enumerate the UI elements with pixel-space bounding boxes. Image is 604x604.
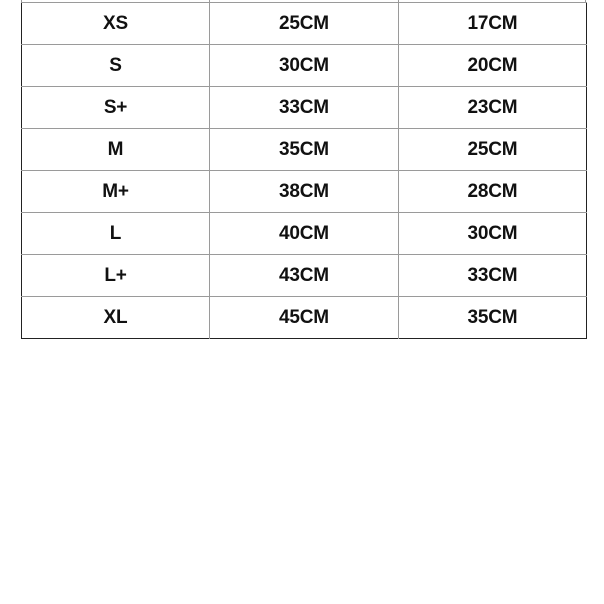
table-row (22, 129, 587, 171)
table-row (22, 45, 587, 87)
measurement-cell: 35CM (399, 297, 587, 339)
table-row (22, 255, 587, 297)
measurement-cell: 20CM (399, 45, 587, 87)
table-row (22, 213, 587, 255)
measurement-cell: 28CM (399, 171, 587, 213)
measurement-cell: 17CM (399, 3, 587, 45)
size-cell: M+ (22, 171, 210, 213)
measurement-cell: 30CM (210, 45, 399, 87)
table-row (22, 87, 587, 129)
measurement-cell: 35CM (210, 129, 399, 171)
measurement-cell: 43CM (210, 255, 399, 297)
measurement-cell: 33CM (399, 255, 587, 297)
size-cell: M (22, 129, 210, 171)
table-row (22, 171, 587, 213)
measurement-cell: 23CM (399, 87, 587, 129)
measurement-cell: 30CM (399, 213, 587, 255)
size-cell: XS (22, 3, 210, 45)
measurement-cell: 40CM (210, 213, 399, 255)
measurement-cell: 25CM (210, 3, 399, 45)
measurement-cell: 45CM (210, 297, 399, 339)
size-cell: L+ (22, 255, 210, 297)
measurement-cell: 33CM (210, 87, 399, 129)
table-row (22, 297, 587, 339)
size-cell: XL (22, 297, 210, 339)
size-chart-table (21, 2, 587, 339)
size-cell: L (22, 213, 210, 255)
size-cell: S (22, 45, 210, 87)
measurement-cell: 38CM (210, 171, 399, 213)
measurement-cell: 25CM (399, 129, 587, 171)
size-cell: S+ (22, 87, 210, 129)
table-row (22, 3, 587, 45)
